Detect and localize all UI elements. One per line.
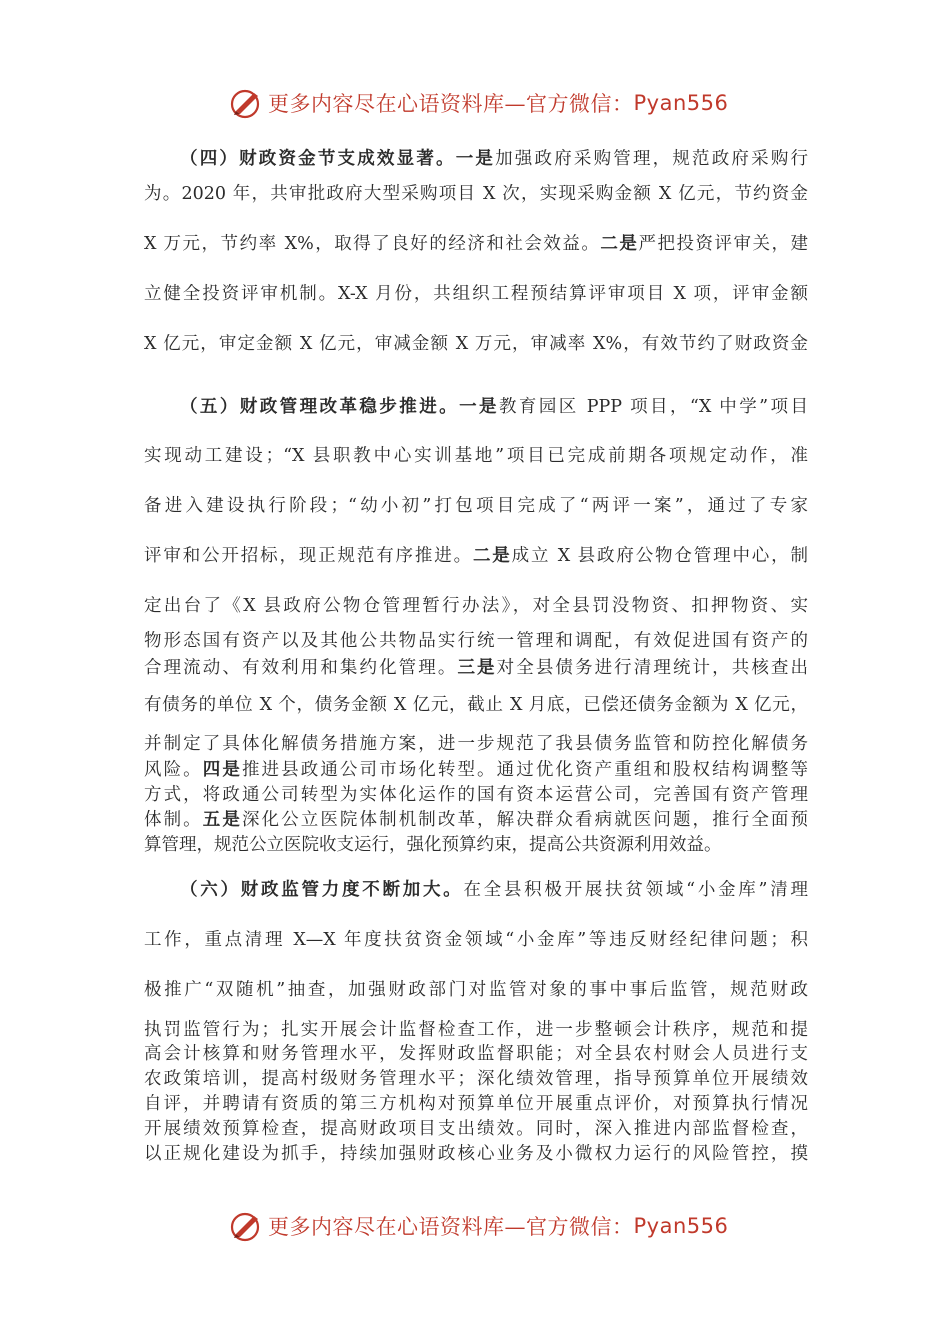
text-span: 评审和公开招标，现正规范有序推进。: [144, 546, 473, 566]
text-span: 高会计核算和财务管理水平，发挥财政监督职能；对全县农村财会人员进行支: [144, 1044, 808, 1064]
text-span: 极推广“双随机”抽查，加强财政部门对监管对象的事中事后监管，规范财政: [144, 980, 808, 1000]
text-line: [144, 758, 808, 782]
text-span: 合理流动、有效利用和集约化管理。: [144, 658, 458, 678]
text-line: [144, 629, 808, 653]
text-span: 有债务的单位 X 个，债务金额 X 亿元，截止 X 月底，已偿还债务金额为 X 亿元，: [144, 695, 808, 715]
text-line: [180, 878, 808, 902]
bold-text: 四是: [202, 760, 242, 780]
text-line: [180, 395, 808, 419]
text-span: 为。2020 年，共审批政府大型采购项目 X 次，实现采购金额 X 亿元，节约资金: [144, 184, 808, 204]
text-span: 农政策培训，提高村级财务管理水平；深化绩效管理，指导预算单位开展绩效: [144, 1069, 808, 1089]
text-line: [144, 833, 808, 857]
text-line: [180, 147, 808, 171]
text-span: 对全县债务进行清理统计，共核查出: [496, 658, 809, 678]
text-span: 以正规化建设为抓手，持续加强财政核心业务及小微权力运行的风险管控，摸: [144, 1144, 808, 1164]
text-span: 物形态国有资产以及其他公共物品实行统一管理和调配，有效促进国有资产的: [144, 631, 808, 651]
text-span: 风险。: [144, 760, 203, 780]
text-line: [144, 494, 808, 518]
bold-text: （四）财政资金节支成效显著。: [180, 149, 456, 169]
bold-text: 五是: [202, 810, 242, 830]
bold-text: 二是: [600, 234, 639, 254]
pen-logo-icon: [228, 85, 264, 121]
banner-wechat: Pyan556: [633, 91, 729, 115]
text-line: [144, 182, 808, 206]
text-line: [144, 783, 808, 807]
text-span: 推进县政通公司市场化转型。通过优化资产重组和股权结构调整等: [241, 760, 809, 780]
text-line: [144, 928, 808, 952]
text-line: [144, 978, 808, 1002]
text-span: 体制。: [144, 810, 203, 830]
pen-logo-icon: [228, 1208, 264, 1244]
banner-text: 更多内容尽在心语资料库—官方微信：: [268, 1215, 634, 1239]
text-line: [144, 332, 808, 356]
text-span: 成立 X 县政府公物仓管理中心，制: [511, 546, 808, 566]
text-line: [144, 444, 808, 468]
text-span: 教育园区 PPP 项目，“X 中学”项目: [499, 397, 808, 417]
bold-text: 三是: [457, 658, 497, 678]
text-line: [144, 808, 808, 832]
text-line: [144, 693, 808, 717]
text-span: 深化公立医院体制机制改革，解决群众看病就医问题，推行全面预: [241, 810, 809, 830]
text-span: 实现动工建设；“X 县职教中心实训基地”项目已完成前期各项规定动作，准: [144, 446, 808, 466]
text-span: X 亿元，审定金额 X 亿元，审减金额 X 万元，审减率 X%，有效节约了财政资金: [144, 334, 808, 354]
text-line: [144, 1142, 808, 1166]
text-line: [144, 232, 808, 256]
text-span: 算管理，规范公立医院收支运行，强化预算约束，提高公共资源利用效益。: [144, 835, 722, 855]
bold-text: 一是: [455, 149, 496, 169]
text-line: [144, 1092, 808, 1116]
footer-banner: [228, 1206, 748, 1246]
bold-text: （六）财政监管力度不断加大。: [180, 880, 464, 900]
text-span: 开展绩效预算检查，提高财政项目支出绩效。同时，深入推进内部监督检查，: [144, 1119, 808, 1139]
text-span: 并制定了具体化解债务措施方案，进一步规范了我县债务监管和防控化解债务: [144, 734, 808, 754]
text-line: [144, 1117, 808, 1141]
text-line: [144, 656, 808, 680]
text-line: [144, 282, 808, 306]
text-line: [144, 1018, 808, 1042]
text-span: 执罚监管行为；扎实开展会计监督检查工作，进一步整顿会计秩序，规范和提: [144, 1020, 808, 1040]
header-banner: [228, 83, 748, 123]
bold-text: 一是: [459, 397, 499, 417]
text-line: [144, 594, 808, 618]
text-line: [144, 544, 808, 568]
text-span: 严把投资评审关，建: [638, 234, 809, 254]
text-span: 工作，重点清理 X—X 年度扶贫资金领域“小金库”等违反财经纪律问题；积: [144, 930, 808, 950]
bold-text: 二是: [472, 546, 512, 566]
text-line: [144, 1067, 808, 1091]
banner-text: 更多内容尽在心语资料库—官方微信：: [268, 92, 634, 116]
text-span: X 万元，节约率 X%，取得了良好的经济和社会效益。: [144, 234, 601, 254]
banner-wechat: Pyan556: [633, 1214, 729, 1238]
text-span: 自评，并聘请有资质的第三方机构对预算单位开展重点评价，对预算执行情况: [144, 1094, 808, 1114]
text-span: 方式，将政通公司转型为实体化运作的国有资本运营公司，完善国有资产管理: [144, 785, 808, 805]
bold-text: （五）财政管理改革稳步推进。: [180, 397, 460, 417]
text-span: 备进入建设执行阶段；“幼小初”打包项目完成了“两评一案”，通过了专家: [144, 496, 808, 516]
text-line: [144, 732, 808, 756]
text-span: 加强政府采购管理，规范政府采购行: [495, 149, 809, 169]
text-span: 定出台了《X 县政府公物仓管理暂行办法》，对全县罚没物资、扣押物资、实: [144, 596, 808, 616]
text-line: [144, 1042, 808, 1066]
text-span: 立健全投资评审机制。X-X 月份，共组织工程预结算评审项目 X 项，评审金额: [144, 284, 808, 304]
text-span: 在全县积极开展扶贫领域“小金库”清理: [463, 880, 808, 900]
